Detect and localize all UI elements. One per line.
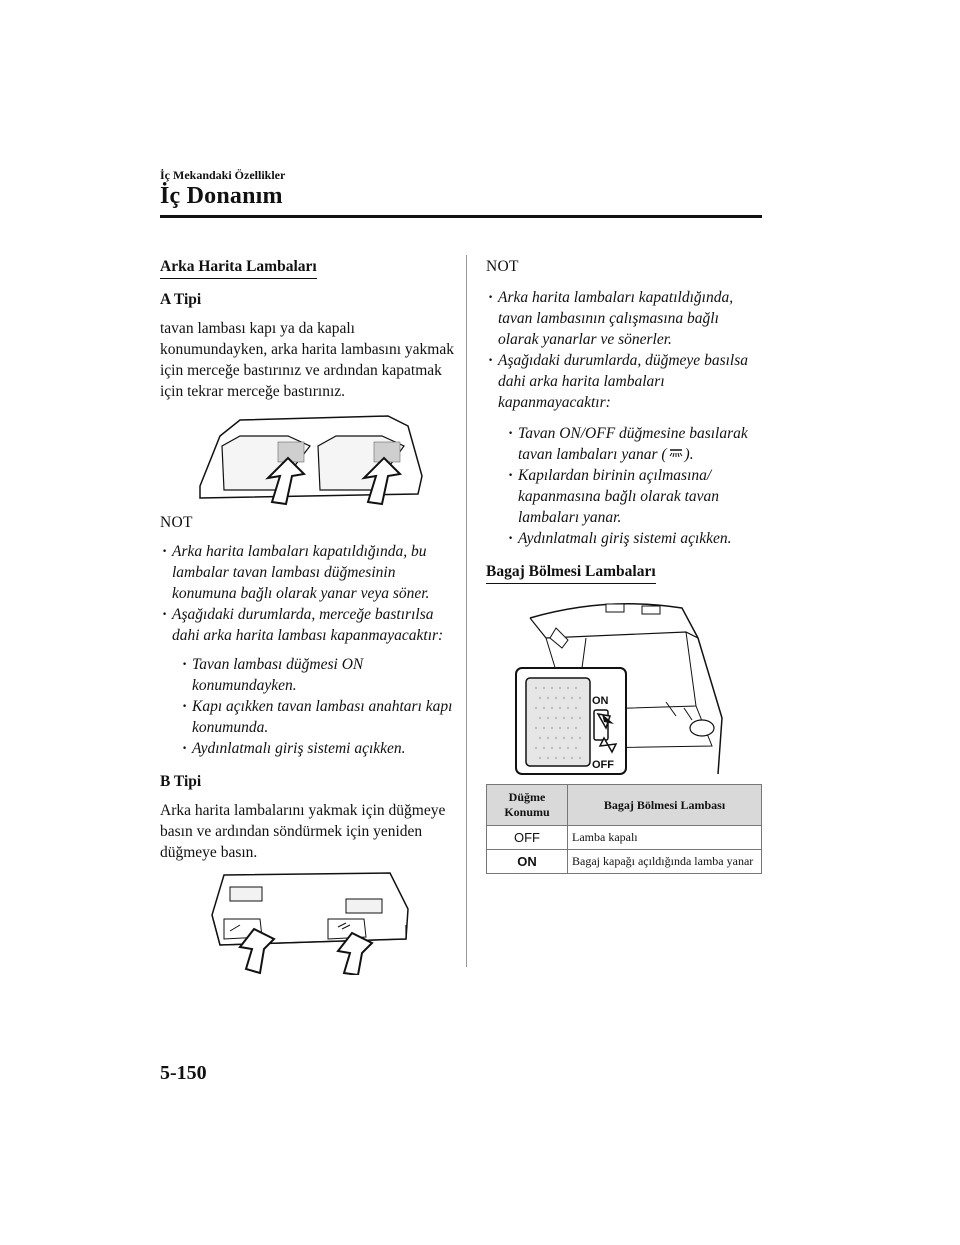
section-kicker: İç Mekandaki Özellikler bbox=[160, 168, 286, 182]
table-row bbox=[487, 850, 762, 874]
note-2-sub-bullet: · Kapılardan birinin açılmasına/ kapanmasına bağlı olarak tavan lambaları yanar. bbox=[506, 465, 762, 528]
chapter-title: İç Donanım bbox=[160, 183, 283, 209]
note-1-sub-bullet: · Kapı açıkken tavan lambası anahtarı kapı konumunda. bbox=[180, 696, 460, 738]
note-2-sub-bullet-text: Tavan ON/OFF düğmesine basılarak tavan lambaları yanar ( bbox=[518, 425, 748, 463]
cargo-figure-off-label: OFF bbox=[592, 759, 614, 771]
cargo-lamp-figure bbox=[486, 598, 762, 776]
map-lamp-type-b-figure bbox=[160, 869, 460, 975]
type-a-label: A Tipi bbox=[160, 291, 202, 308]
ceiling-lamp-icon bbox=[667, 448, 685, 460]
note-1-sub-bullet: · Tavan lambası düğmesi ON konumundayken. bbox=[180, 654, 460, 696]
type-a-text: tavan lambası kapı ya da kapalı konumundayken, arka harita lambasını yakmak için merceğe bastırınız ve ardından kapatmak için tekrar merceğe bastırınız. bbox=[160, 320, 454, 400]
note-2-label: NOT bbox=[486, 258, 519, 275]
table-row bbox=[487, 826, 762, 850]
note-2-sub-bullet-text-end: ). bbox=[684, 446, 694, 463]
page-number: 5-150 bbox=[160, 1062, 207, 1084]
table-header-cell: Düğme Konumu bbox=[487, 785, 568, 826]
cargo-figure-on-label: ON bbox=[592, 695, 609, 707]
column-divider bbox=[466, 255, 467, 967]
table-header-cell: Bagaj Bölmesi Lambası bbox=[568, 785, 762, 826]
note-2-sub-bullet: · Aydınlatmalı giriş sistemi açıkken. bbox=[506, 528, 762, 549]
note-2-bullet: · Aşağıdaki durumlarda, düğmeye basılsa dahi arka harita lambaları kapanmayacaktır: bbox=[486, 350, 762, 413]
switch-position-on: ON bbox=[487, 850, 568, 874]
table-header-row bbox=[487, 785, 762, 826]
note-1-label: NOT bbox=[160, 514, 193, 531]
note-2-bullet: · Arka harita lambaları kapatıldığında, tavan lambasının çalışmasına bağlı olarak yanarlar ve sönerler. bbox=[486, 287, 762, 350]
note-1-sub-bullet: · Aydınlatmalı giriş sistemi açıkken. bbox=[180, 738, 460, 759]
right-column bbox=[486, 256, 762, 874]
title-rule bbox=[160, 215, 762, 218]
note-1-bullet: · Aşağıdaki durumlarda, merceğe bastırılsa dahi arka harita lambası kapanmayacaktır: bbox=[160, 604, 460, 646]
cargo-lamp-table bbox=[486, 784, 762, 874]
table-cell: Bagaj kapağı açıldığında lamba yanar bbox=[568, 850, 762, 874]
switch-position-off: OFF bbox=[487, 826, 568, 850]
left-column bbox=[160, 256, 460, 975]
type-b-text: Arka harita lambalarını yakmak için düğmeye basın ve ardından söndürmek için yeniden düğmeye basın. bbox=[160, 802, 446, 861]
map-lamp-type-a-figure bbox=[160, 406, 460, 506]
type-b-label: B Tipi bbox=[160, 773, 202, 790]
cargo-lamp-heading: Bagaj Bölmesi Lambaları bbox=[486, 561, 656, 584]
note-2-sub-bullet bbox=[506, 423, 762, 465]
rear-map-lamps-heading: Arka Harita Lambaları bbox=[160, 256, 317, 279]
table-cell: Lamba kapalı bbox=[568, 826, 762, 850]
note-1-bullet: · Arka harita lambaları kapatıldığında, bu lambalar tavan lambası düğmesinin konumuna bağlı olarak yanar veya söner. bbox=[160, 541, 460, 604]
